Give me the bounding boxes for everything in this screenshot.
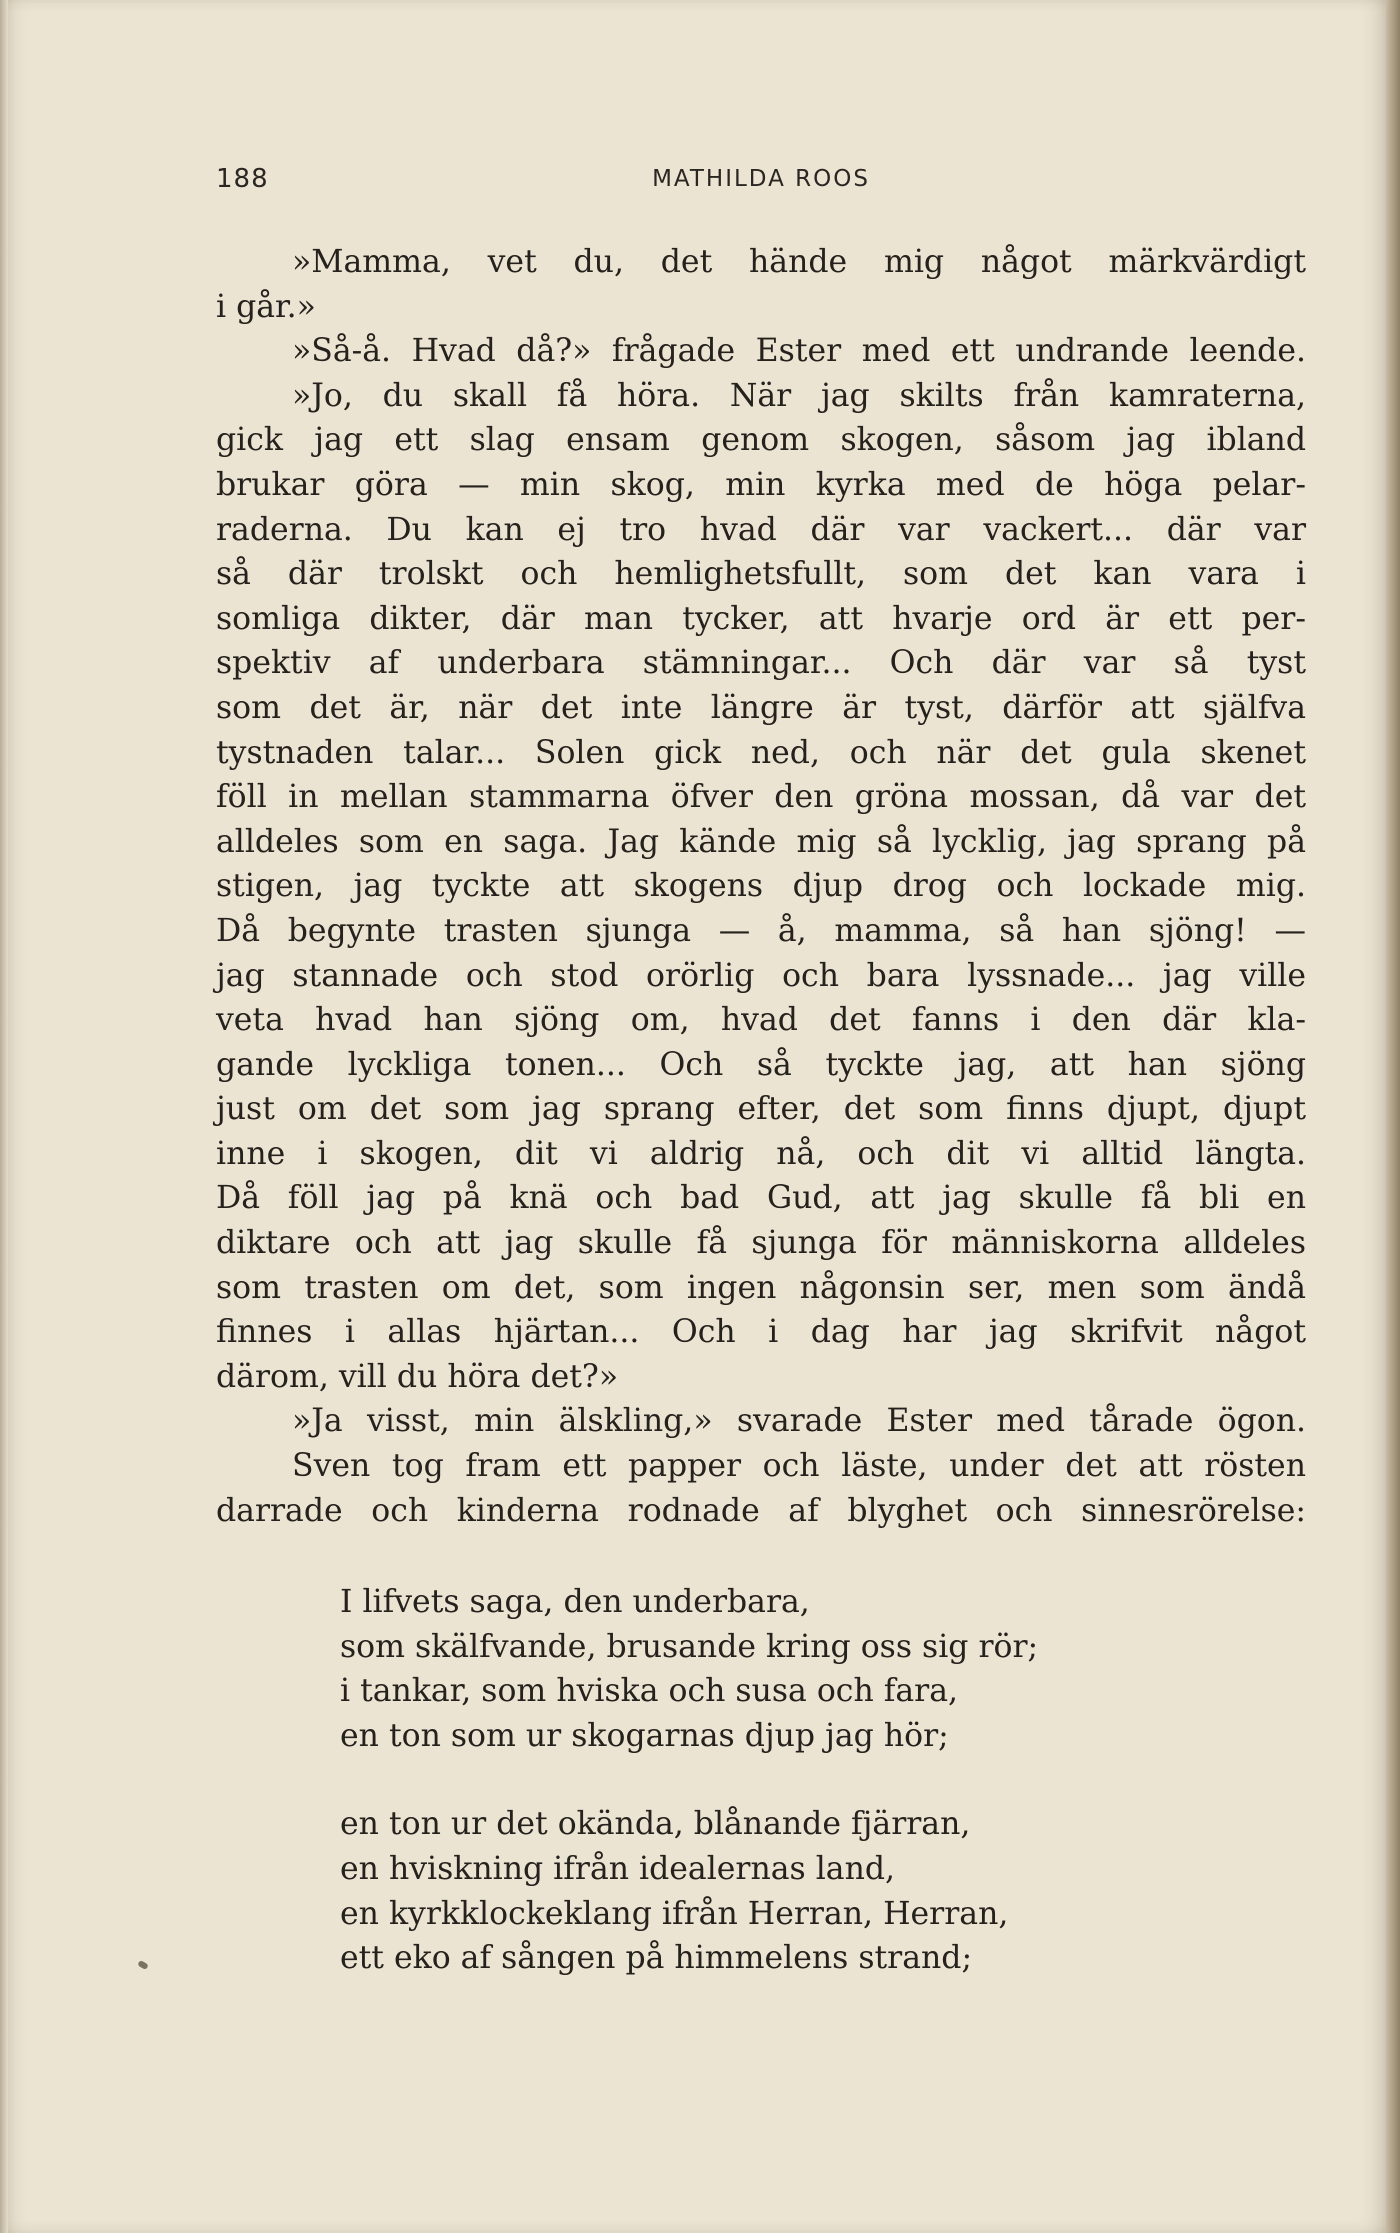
text-line: föll in mellan stammarna öfver den gröna mossan, då var det	[216, 779, 1306, 816]
text-line: somliga dikter, där man tycker, att hvarje ord är ett per-	[216, 600, 1306, 637]
text-line: diktare och att jag skulle få sjunga för människorna alldeles	[216, 1225, 1306, 1262]
poem-line: en ton ur det okända, blånande fjärran,	[340, 1806, 971, 1843]
page-left-edge	[0, 0, 8, 2233]
stanza-gap	[340, 1758, 1240, 1802]
text-line: jag stannade och stod orörlig och bara lyssnade... jag ville	[216, 957, 1306, 994]
text-line: »Så-å. Hvad då?» frågade Ester med ett undrande leende.	[292, 333, 1306, 370]
margin-ink-mark	[137, 1960, 149, 1970]
poem	[340, 1580, 1240, 1981]
poem-line: I lifvets saga, den underbara,	[340, 1584, 810, 1620]
text-line: just om det som jag sprang efter, det som finns djupt, djupt	[216, 1091, 1306, 1128]
text-line: raderna. Du kan ej tro hvad där var vackert... där var	[216, 511, 1306, 548]
text-line: finnes i allas hjärtan... Och i dag har jag skrifvit något	[216, 1314, 1306, 1351]
text-line: i går.»	[216, 288, 316, 325]
text-line: »Ja visst, min älskling,» svarade Ester med tårade ögon.	[292, 1403, 1306, 1440]
text-line: brukar göra — min skog, min kyrka med de höga pelar-	[216, 466, 1306, 503]
text-line: spektiv af underbara stämningar... Och där var så tyst	[216, 645, 1306, 682]
text-line: Då föll jag på knä och bad Gud, att jag skulle få bli en	[216, 1180, 1306, 1217]
poem-line: en kyrkklockeklang ifrån Herran, Herran,	[340, 1895, 1009, 1932]
prose-body	[216, 240, 1306, 1533]
text-line: »Mamma, vet du, det hände mig något märkvärdigt	[292, 244, 1306, 280]
text-line: därom, vill du höra det?»	[216, 1358, 619, 1395]
text-line: veta hvad han sjöng om, hvad det fanns i den där kla-	[216, 1002, 1306, 1039]
text-line: stigen, jag tyckte att skogens djup drog och lockade mig.	[216, 868, 1306, 905]
text-line: som det är, när det inte längre är tyst, därför att själfva	[216, 689, 1306, 726]
text-line: som trasten om det, som ingen någonsin ser, men som ändå	[216, 1269, 1306, 1306]
poem-stanza	[340, 1802, 1240, 1980]
text-line: tystnaden talar... Solen gick ned, och när det gula skenet	[216, 734, 1306, 771]
poem-line: en hviskning ifrån idealernas land,	[340, 1850, 896, 1887]
text-line: Då begynte trasten sjunga — å, mamma, så han sjöng! —	[216, 912, 1306, 949]
text-line: darrade och kinderna rodnade af blyghet och sinnesrörelse:	[216, 1492, 1306, 1529]
poem-line: ett eko af sången på himmelens strand;	[340, 1940, 973, 1977]
text-line: Sven tog fram ett papper och läste, under det att rösten	[292, 1448, 1306, 1485]
running-title: MATHILDA ROOS	[652, 166, 870, 192]
text-line: gick jag ett slag ensam genom skogen, såsom jag ibland	[216, 422, 1306, 459]
poem-line: en ton som ur skogarnas djup jag hör;	[340, 1717, 949, 1754]
poem-line: som skälfvande, brusande kring oss sig rör;	[340, 1628, 1039, 1665]
page-header	[216, 164, 1306, 204]
poem-stanza	[340, 1580, 1240, 1758]
poem-line: i tankar, som hviska och susa och fara,	[340, 1673, 959, 1710]
text-line: alldeles som en saga. Jag kände mig så lycklig, jag sprang på	[216, 823, 1306, 860]
text-line: gande lyckliga tonen... Och så tyckte jag, att han sjöng	[216, 1046, 1306, 1083]
text-line: »Jo, du skall få höra. När jag skilts från kamraterna,	[292, 377, 1306, 414]
text-line: så där trolskt och hemlighetsfullt, som det kan vara i	[216, 556, 1306, 593]
text-line: inne i skogen, dit vi aldrig nå, och dit vi alltid längta.	[216, 1135, 1306, 1172]
page-number: 188	[216, 164, 269, 194]
